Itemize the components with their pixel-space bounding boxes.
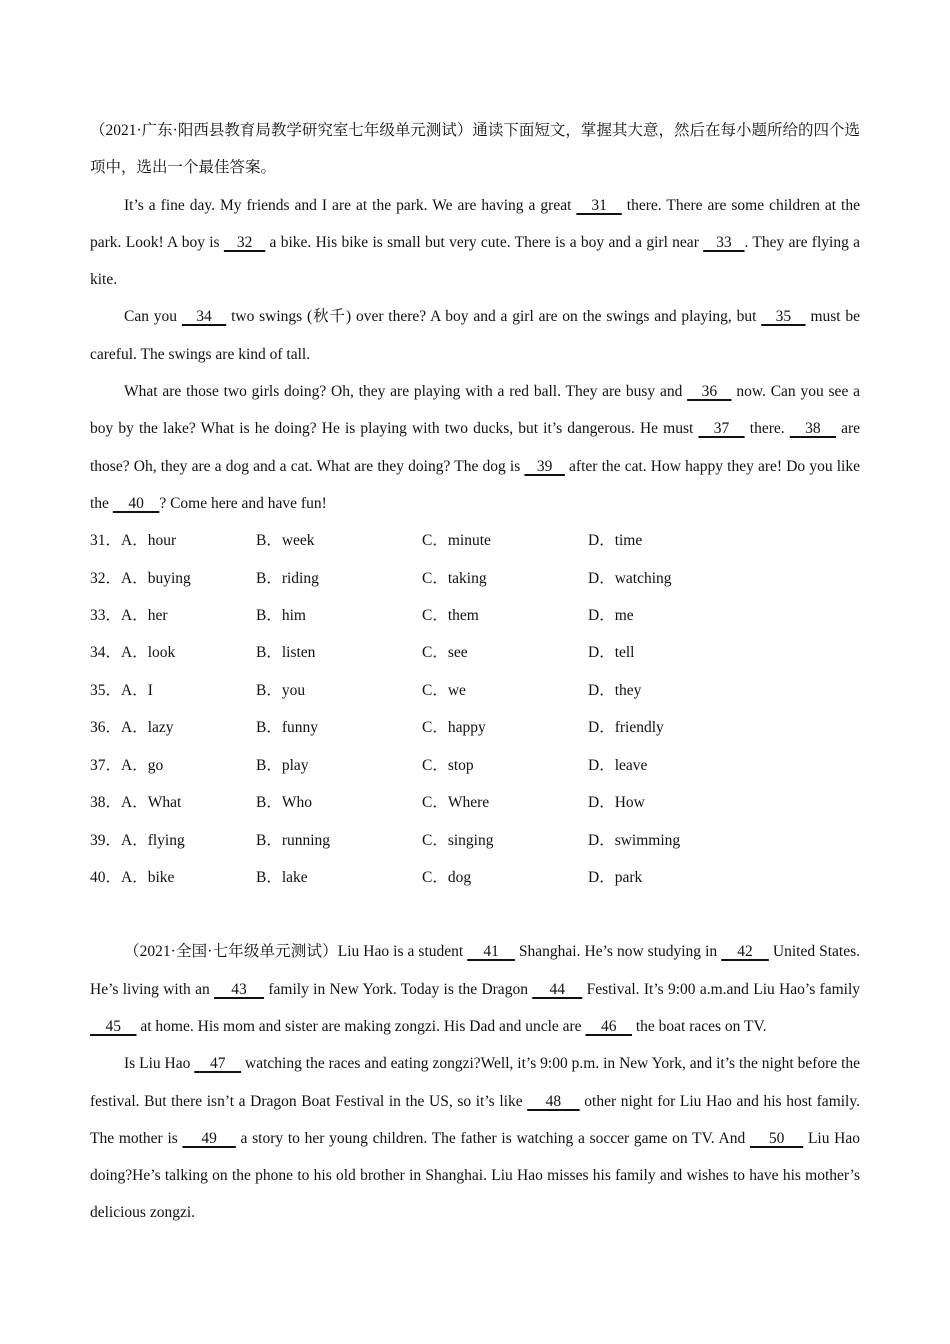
question-row bbox=[90, 784, 860, 821]
blank-33: 33 bbox=[703, 233, 745, 251]
blank-44: 44 bbox=[532, 980, 583, 998]
option-c: C．them bbox=[422, 607, 479, 625]
option-a: 34．A．look bbox=[90, 644, 176, 662]
question-list bbox=[90, 522, 860, 896]
option-d: D．friendly bbox=[588, 719, 664, 737]
question-row bbox=[90, 859, 860, 896]
option-a: 31．A．hour bbox=[90, 532, 177, 550]
option-c: C．stop bbox=[422, 756, 474, 774]
blank-31: 31 bbox=[576, 196, 622, 214]
blank-45: 45 bbox=[90, 1017, 137, 1035]
blank-50: 50 bbox=[749, 1129, 804, 1147]
option-d: D．time bbox=[588, 532, 643, 550]
option-b: B．riding bbox=[256, 569, 319, 587]
option-c: C．minute bbox=[422, 532, 491, 550]
option-b: B．you bbox=[256, 681, 306, 699]
option-c: C．Where bbox=[422, 794, 490, 812]
option-d: D．tell bbox=[588, 644, 635, 662]
option-c: C．happy bbox=[422, 719, 486, 737]
blank-34: 34 bbox=[181, 308, 227, 326]
blank-35: 35 bbox=[761, 308, 806, 326]
question-row bbox=[90, 522, 860, 559]
option-b: B．running bbox=[256, 831, 331, 849]
question-row bbox=[90, 747, 860, 784]
question-row bbox=[90, 822, 860, 859]
worksheet-page bbox=[90, 112, 860, 1232]
section1-header: （2021·广东·阳西县教育局教学研究室七年级单元测试）通读下面短文，掌握其大意，然后在每小题所给的四个选项中，选出一个最佳答案。 bbox=[90, 122, 860, 177]
option-c: C．we bbox=[422, 681, 466, 699]
blank-39: 39 bbox=[524, 457, 565, 475]
passage1-paragraph3: What are those two girls doing? Oh, they are playing with a red ball. They are busy and 36 now. Can you see a boy by the lake? What is he doing? He is playing with two ducks, but it’s dangerous. He must 37 there. 38 are those? Oh, they are a dog and a cat. What are they doing? The dog is 39 after the cat. How happy they are! Do you like the 40 ? Come here and have fun! bbox=[90, 383, 861, 512]
option-c: C．taking bbox=[422, 569, 487, 587]
option-d: D．park bbox=[588, 868, 643, 886]
option-b: B．him bbox=[256, 607, 306, 625]
option-d: D．me bbox=[588, 607, 634, 625]
passage2-paragraph2: Is Liu Hao 47 watching the races and eating zongzi?Well, it’s 9:00 p.m. in New York, and it’s the night before the festival. But there isn’t a Dragon Boat Festival in the US, so it’s like 48 other night for Liu Hao and his host family. The mother is 49 a story to her young children. The father is watching a soccer game on TV. And 50 Liu Hao doing?He’s talking on the phone to his old brother in Shanghai. Liu Hao misses his family and wishes to have his mother’s delicious zongzi. bbox=[90, 1055, 861, 1222]
option-d: D．they bbox=[588, 681, 642, 699]
option-a: 39．A．flying bbox=[90, 831, 185, 849]
blank-32: 32 bbox=[223, 233, 266, 251]
blank-49: 49 bbox=[182, 1129, 236, 1147]
question-row bbox=[90, 560, 860, 597]
option-b: B．Who bbox=[256, 794, 312, 812]
option-d: D．leave bbox=[588, 756, 648, 774]
option-c: C．dog bbox=[422, 868, 472, 886]
option-a: 40．A．bike bbox=[90, 868, 175, 886]
question-row bbox=[90, 709, 860, 746]
passage1-paragraph1: It’s a fine day. My friends and I are at the park. We are having a great 31 there. There are some children at the park. Look! A boy is 32 a bike. His bike is small but very cute. There is a boy and a girl near 33 . They are flying a kite. bbox=[90, 196, 861, 289]
blank-38: 38 bbox=[789, 420, 836, 438]
question-row bbox=[90, 634, 860, 671]
option-b: B．week bbox=[256, 532, 315, 550]
blank-42: 42 bbox=[721, 943, 769, 961]
option-a: 38．A．What bbox=[90, 794, 182, 812]
option-b: B．funny bbox=[256, 719, 319, 737]
question-row bbox=[90, 597, 860, 634]
option-a: 33．A．her bbox=[90, 607, 168, 625]
blank-47: 47 bbox=[194, 1055, 242, 1073]
option-a: 32．A．buying bbox=[90, 569, 191, 587]
blank-41: 41 bbox=[467, 943, 515, 961]
option-b: B．lake bbox=[256, 868, 308, 886]
option-d: D．swimming bbox=[588, 831, 681, 849]
option-a: 37．A．go bbox=[90, 756, 164, 774]
blank-37: 37 bbox=[698, 420, 745, 438]
option-d: D．watching bbox=[588, 569, 672, 587]
blank-43: 43 bbox=[214, 980, 265, 998]
blank-48: 48 bbox=[527, 1092, 580, 1110]
option-c: C．singing bbox=[422, 831, 494, 849]
blank-46: 46 bbox=[585, 1017, 632, 1035]
option-b: B．listen bbox=[256, 644, 316, 662]
passage1-paragraph2: Can you 34 two swings (秋千) over there? A boy and a girl are on the swings and playing, but 35 must be careful. The swings are kind of tall. bbox=[90, 308, 861, 363]
section-gap bbox=[90, 896, 860, 933]
option-a: 35．A．I bbox=[90, 681, 153, 699]
blank-36: 36 bbox=[687, 383, 732, 401]
question-row bbox=[90, 672, 860, 709]
option-d: D．How bbox=[588, 794, 645, 812]
option-c: C．see bbox=[422, 644, 468, 662]
blank-40: 40 bbox=[112, 494, 160, 512]
option-a: 36．A．lazy bbox=[90, 719, 174, 737]
passage2-paragraph1: （2021·全国·七年级单元测试）Liu Hao is a student 41 Shanghai. He’s now studying in 42 United States. He’s living with an 43 family in New York. Today is the Dragon 44 Festival. It’s 9:00 a.m.and Liu Hao’s family 45 at home. His mom and sister are making zongzi. His Dad and uncle are 46 the boat races on TV. bbox=[90, 943, 861, 1035]
option-b: B．play bbox=[256, 756, 309, 774]
